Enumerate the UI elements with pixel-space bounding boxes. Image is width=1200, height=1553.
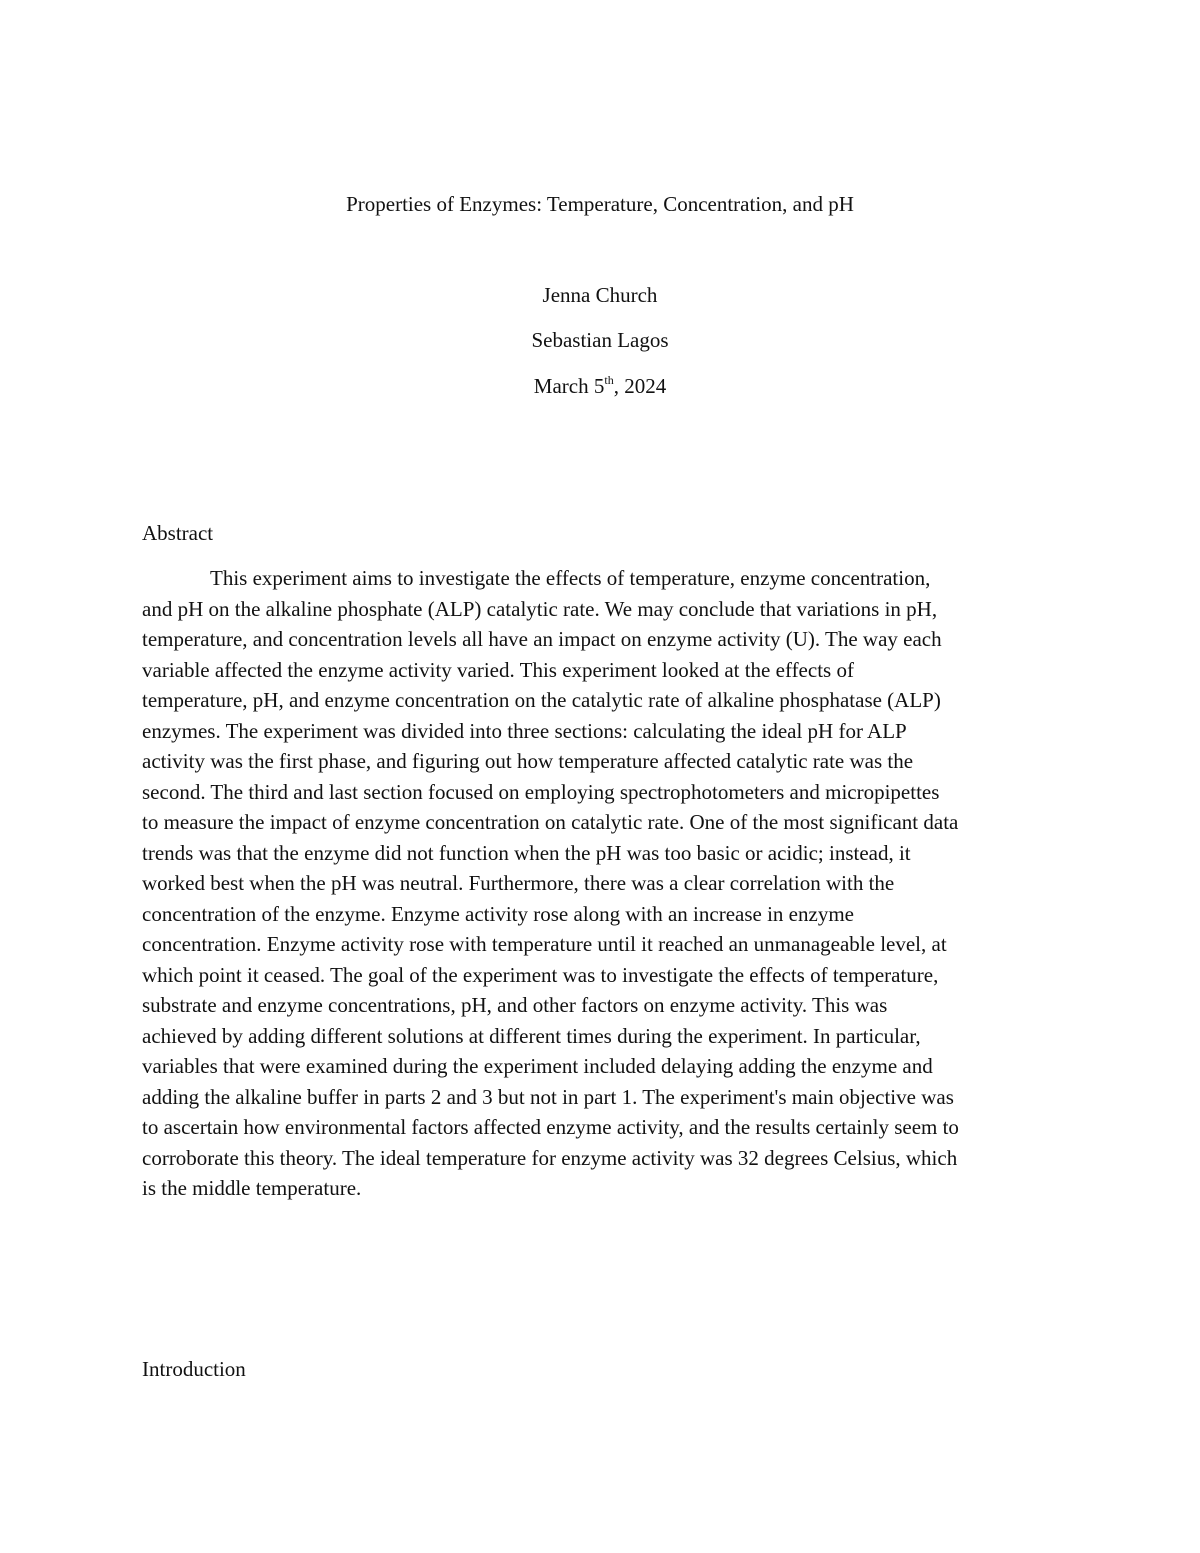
date-ordinal-suffix: th [604, 373, 614, 387]
paragraph-line: trends was that the enzyme did not function when the pH was too basic or acidic; instead, it [142, 840, 911, 865]
paragraph-line: and pH on the alkaline phosphate (ALP) catalytic rate. We may conclude that variations in pH, [142, 596, 938, 621]
abstract-heading: Abstract [142, 521, 214, 545]
paragraph-line: is the middle temperature. [142, 1176, 362, 1200]
date-month-day: March 5 [533, 374, 605, 398]
paragraph-line: variable affected the enzyme activity varied. This experiment looked at the effects of [142, 657, 854, 682]
abstract-paragraph [142, 563, 1062, 1204]
paragraph-line: to measure the impact of enzyme concentration on catalytic rate. One of the most significant data [142, 810, 959, 834]
paragraph-line: temperature, pH, and enzyme concentration on the catalytic rate of alkaline phosphatase (ALP) [142, 688, 941, 712]
introduction-heading: Introduction [142, 1357, 246, 1381]
paragraph-line: This experiment aims to investigate the effects of temperature, enzyme concentration, [210, 566, 931, 590]
author-name: Sebastian Lagos [531, 328, 669, 352]
paragraph-line: worked best when the pH was neutral. Furthermore, there was a clear correlation with the [142, 871, 895, 895]
paragraph-line: second. The third and last section focused on employing spectrophotometers and micropipettes [142, 779, 940, 804]
paragraph-line: to ascertain how environmental factors affected enzyme activity, and the results certainly seem to [142, 1115, 959, 1139]
paragraph-line: achieved by adding different solutions at different times during the experiment. In particular, [142, 1023, 921, 1048]
author-name: Jenna Church [542, 283, 658, 307]
document-title: Properties of Enzymes: Temperature, Concentration, and pH [346, 192, 854, 216]
paragraph-line: concentration. Enzyme activity rose with temperature until it reached an unmanageable level, at [142, 932, 947, 956]
paragraph-line: adding the alkaline buffer in parts 2 and 3 but not in part 1. The experiment's main objective was [142, 1084, 954, 1109]
paragraph-line: enzymes. The experiment was divided into three sections: calculating the ideal pH for ALP [142, 718, 907, 743]
paragraph-line: corroborate this theory. The ideal temperature for enzyme activity was 32 degrees Celsius, which [142, 1145, 958, 1170]
paragraph-line: activity was the first phase, and figuring out how temperature affected catalytic rate was the [142, 749, 914, 773]
paragraph-line: substrate and enzyme concentrations, pH, and other factors on enzyme activity. This was [142, 993, 888, 1017]
document-date [0, 374, 1200, 398]
paragraph-line: which point it ceased. The goal of the experiment was to investigate the effects of temperature, [142, 962, 939, 987]
date-year: , 2024 [613, 374, 667, 398]
paragraph-line: temperature, and concentration levels all have an impact on enzyme activity (U). The way each [142, 627, 942, 651]
paragraph-line: concentration of the enzyme. Enzyme activity rose along with an increase in enzyme [142, 901, 854, 926]
paragraph-line: variables that were examined during the experiment included delaying adding the enzyme and [142, 1054, 933, 1078]
